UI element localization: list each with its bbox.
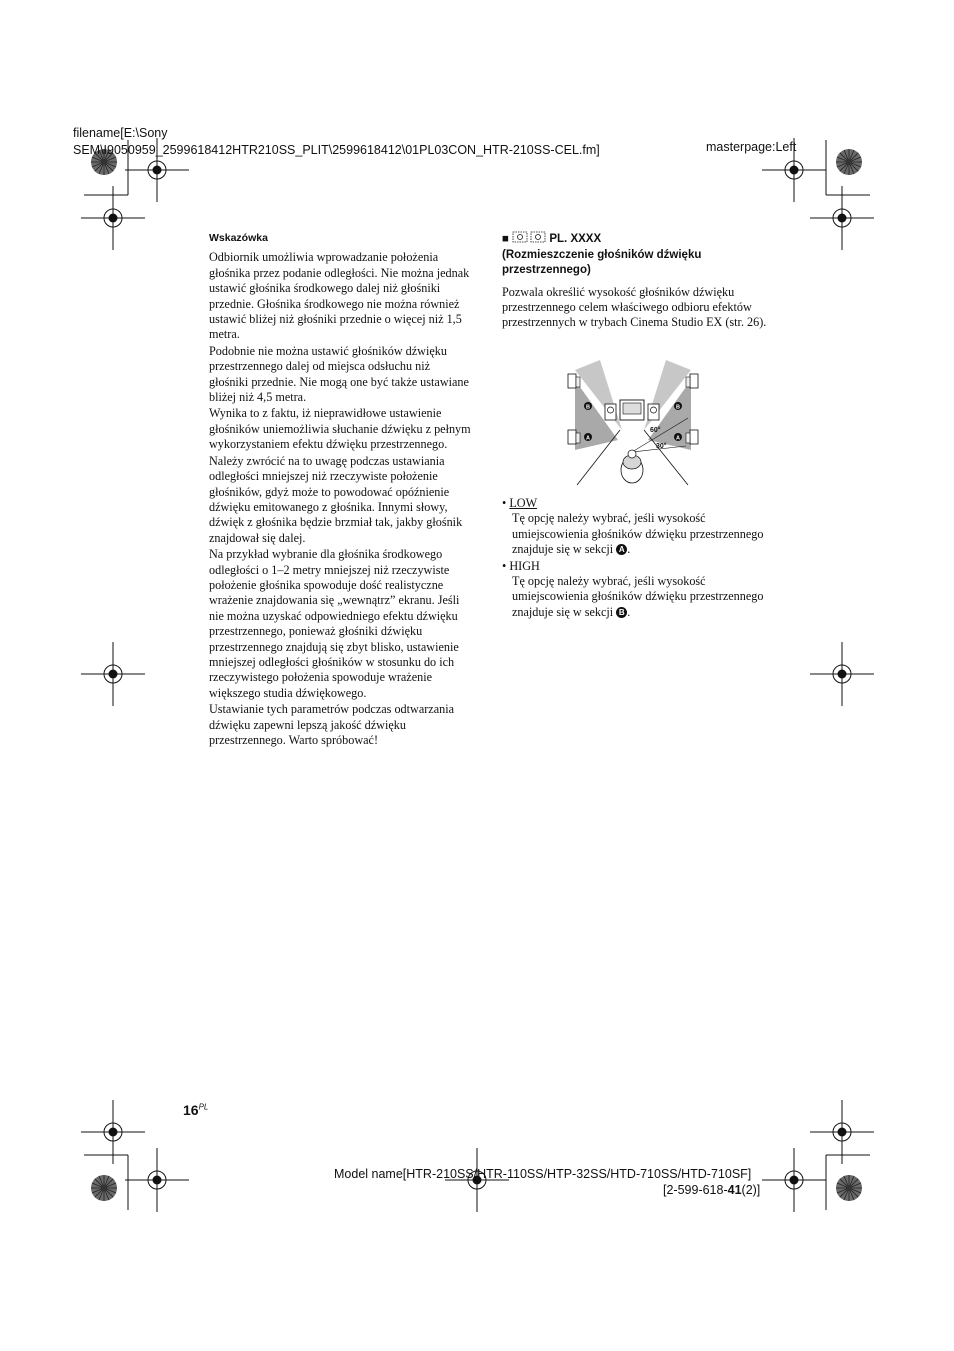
tv-set: [620, 400, 644, 420]
option-low-description: Tę opcję należy wybrać, jeśli wysokość umiejscowienia głośników dźwięku przestrzennego znajduje się w sekcji A .: [512, 511, 764, 557]
svg-text:A: A: [586, 435, 590, 442]
header-masterpage: masterpage:Left: [706, 140, 797, 154]
section-subtitle: (Rozmieszczenie głośników dźwięku przestrzennego): [502, 248, 702, 276]
option-low-name: LOW: [509, 496, 538, 510]
header-filename-line2: SEM\I9050959_2599618412HTR210SS_PLIT\2599618412\01PL03CON_HTR-210SS-CEL.fm]: [73, 143, 600, 157]
options-list: [502, 496, 768, 621]
surround-speaker-left-high: [568, 374, 580, 388]
header-filename-line1: filename[E:\Sony: [73, 126, 168, 140]
listener-figure: [621, 450, 643, 483]
front-speaker-right: [648, 404, 659, 420]
left-column: [209, 231, 471, 749]
tip-title: Wskazówka: [209, 232, 268, 244]
tip-paragraph-1: Odbiornik umożliwia wprowadzanie położenia głośnika przez podanie odległości. Nie można jednak ustawić głośnika środkowego dalej niż głośniki przednie. Głośnika środkowego nie można również ustawić bliżej niż głośniki przednie o więcej niż 1,5 metra.: [209, 250, 470, 342]
page-number: $16^{PL}$: [183, 1102, 209, 1118]
tip-paragraph-4: Należy zwrócić na to uwagę podczas ustawiania odległości mniejszej niż rzeczywiste położenie głośników, gdyż może to powodować opóźnienie dźwięku emitowanego z głośnika. Innymi słowy, dźwięk z głośnika będzie brzmiał tak, jakby głośnik znajdował się dalej.: [209, 453, 463, 545]
svg-text:B: B: [676, 404, 680, 411]
tip-paragraph-3: Wynika to z faktu, iż nieprawidłowe ustawienie głośników uniemożliwia słuchanie dźwięku z pełnym wykorzystaniem efektu dźwięku przestrzennego.: [209, 406, 471, 452]
svg-text:B: B: [586, 404, 590, 411]
option-high: • HIGH: [502, 558, 540, 573]
tip-paragraph-6: Ustawianie tych parametrów podczas odtwarzania dźwięku zapewni lepszą jakość dźwięku przestrzennego. Warto spróbować!: [209, 702, 454, 747]
tip-paragraph-5: Na przykład wybranie dla głośnika środkowego odległości o 1–2 metry mniejszej niż rzeczywiste położenie głośnika spowoduje dość realistyczne wrażenie znajdowania się „wewnątrz” ekranu. Jeśli nie można uzyskać odpowiedniego efektu dźwięku przestrzennego, ponieważ głośniki dźwięku przestrzennego znajdują się zbyt blisko, ustawienie mniejszej odległości głośników w stosunku do ich rzeczywistego położenia spowoduje wrażenie większego studia dźwiękowego.: [209, 547, 460, 700]
footer-model-name: Model name[HTR-210SS/HTR-110SS/HTP-32SS/HTD-710SS/HTD-710SF]: [334, 1167, 752, 1181]
front-speaker-left: [605, 404, 616, 420]
svg-text:A: A: [676, 435, 680, 442]
option-high-name: HIGH: [509, 558, 540, 573]
angle-label-30: 30°: [656, 443, 667, 450]
section-title: PL. XXXX: [549, 233, 602, 245]
option-high-description: Tę opcję należy wybrać, jeśli wysokość umiejscowienia głośników dźwięku przestrzennego znajduje się w sekcji B .: [512, 574, 764, 619]
tip-paragraph-2: Podobnie nie można ustawić głośników dźwięku przestrzennego dalej od miejsca odsłuchu niż głośniki przednie. Nie mogą one być także ustawiane bliżej niż 4,5 metra.: [209, 343, 469, 405]
section-marker: ■: [502, 233, 509, 245]
marker-b: B: [616, 607, 627, 618]
footer-code: [2-599-618-41(2)]: [663, 1183, 761, 1197]
right-column: [502, 231, 768, 331]
speaker-setting-icon: [512, 231, 546, 243]
section-intro: Pozwala określić wysokość głośników dźwięku przestrzennego celem właściwego odbioru efektów przestrzennych w trybach Cinema Studio EX (str. 26).: [502, 284, 767, 330]
header-filename: [73, 125, 693, 159]
marker-a: A: [616, 544, 627, 555]
section-heading: [502, 231, 768, 279]
angle-label-60: 60°: [650, 427, 661, 434]
speaker-placement-diagram: [560, 350, 706, 490]
surround-speaker-right-high: [686, 374, 698, 388]
option-low: • LOW: [502, 496, 538, 510]
